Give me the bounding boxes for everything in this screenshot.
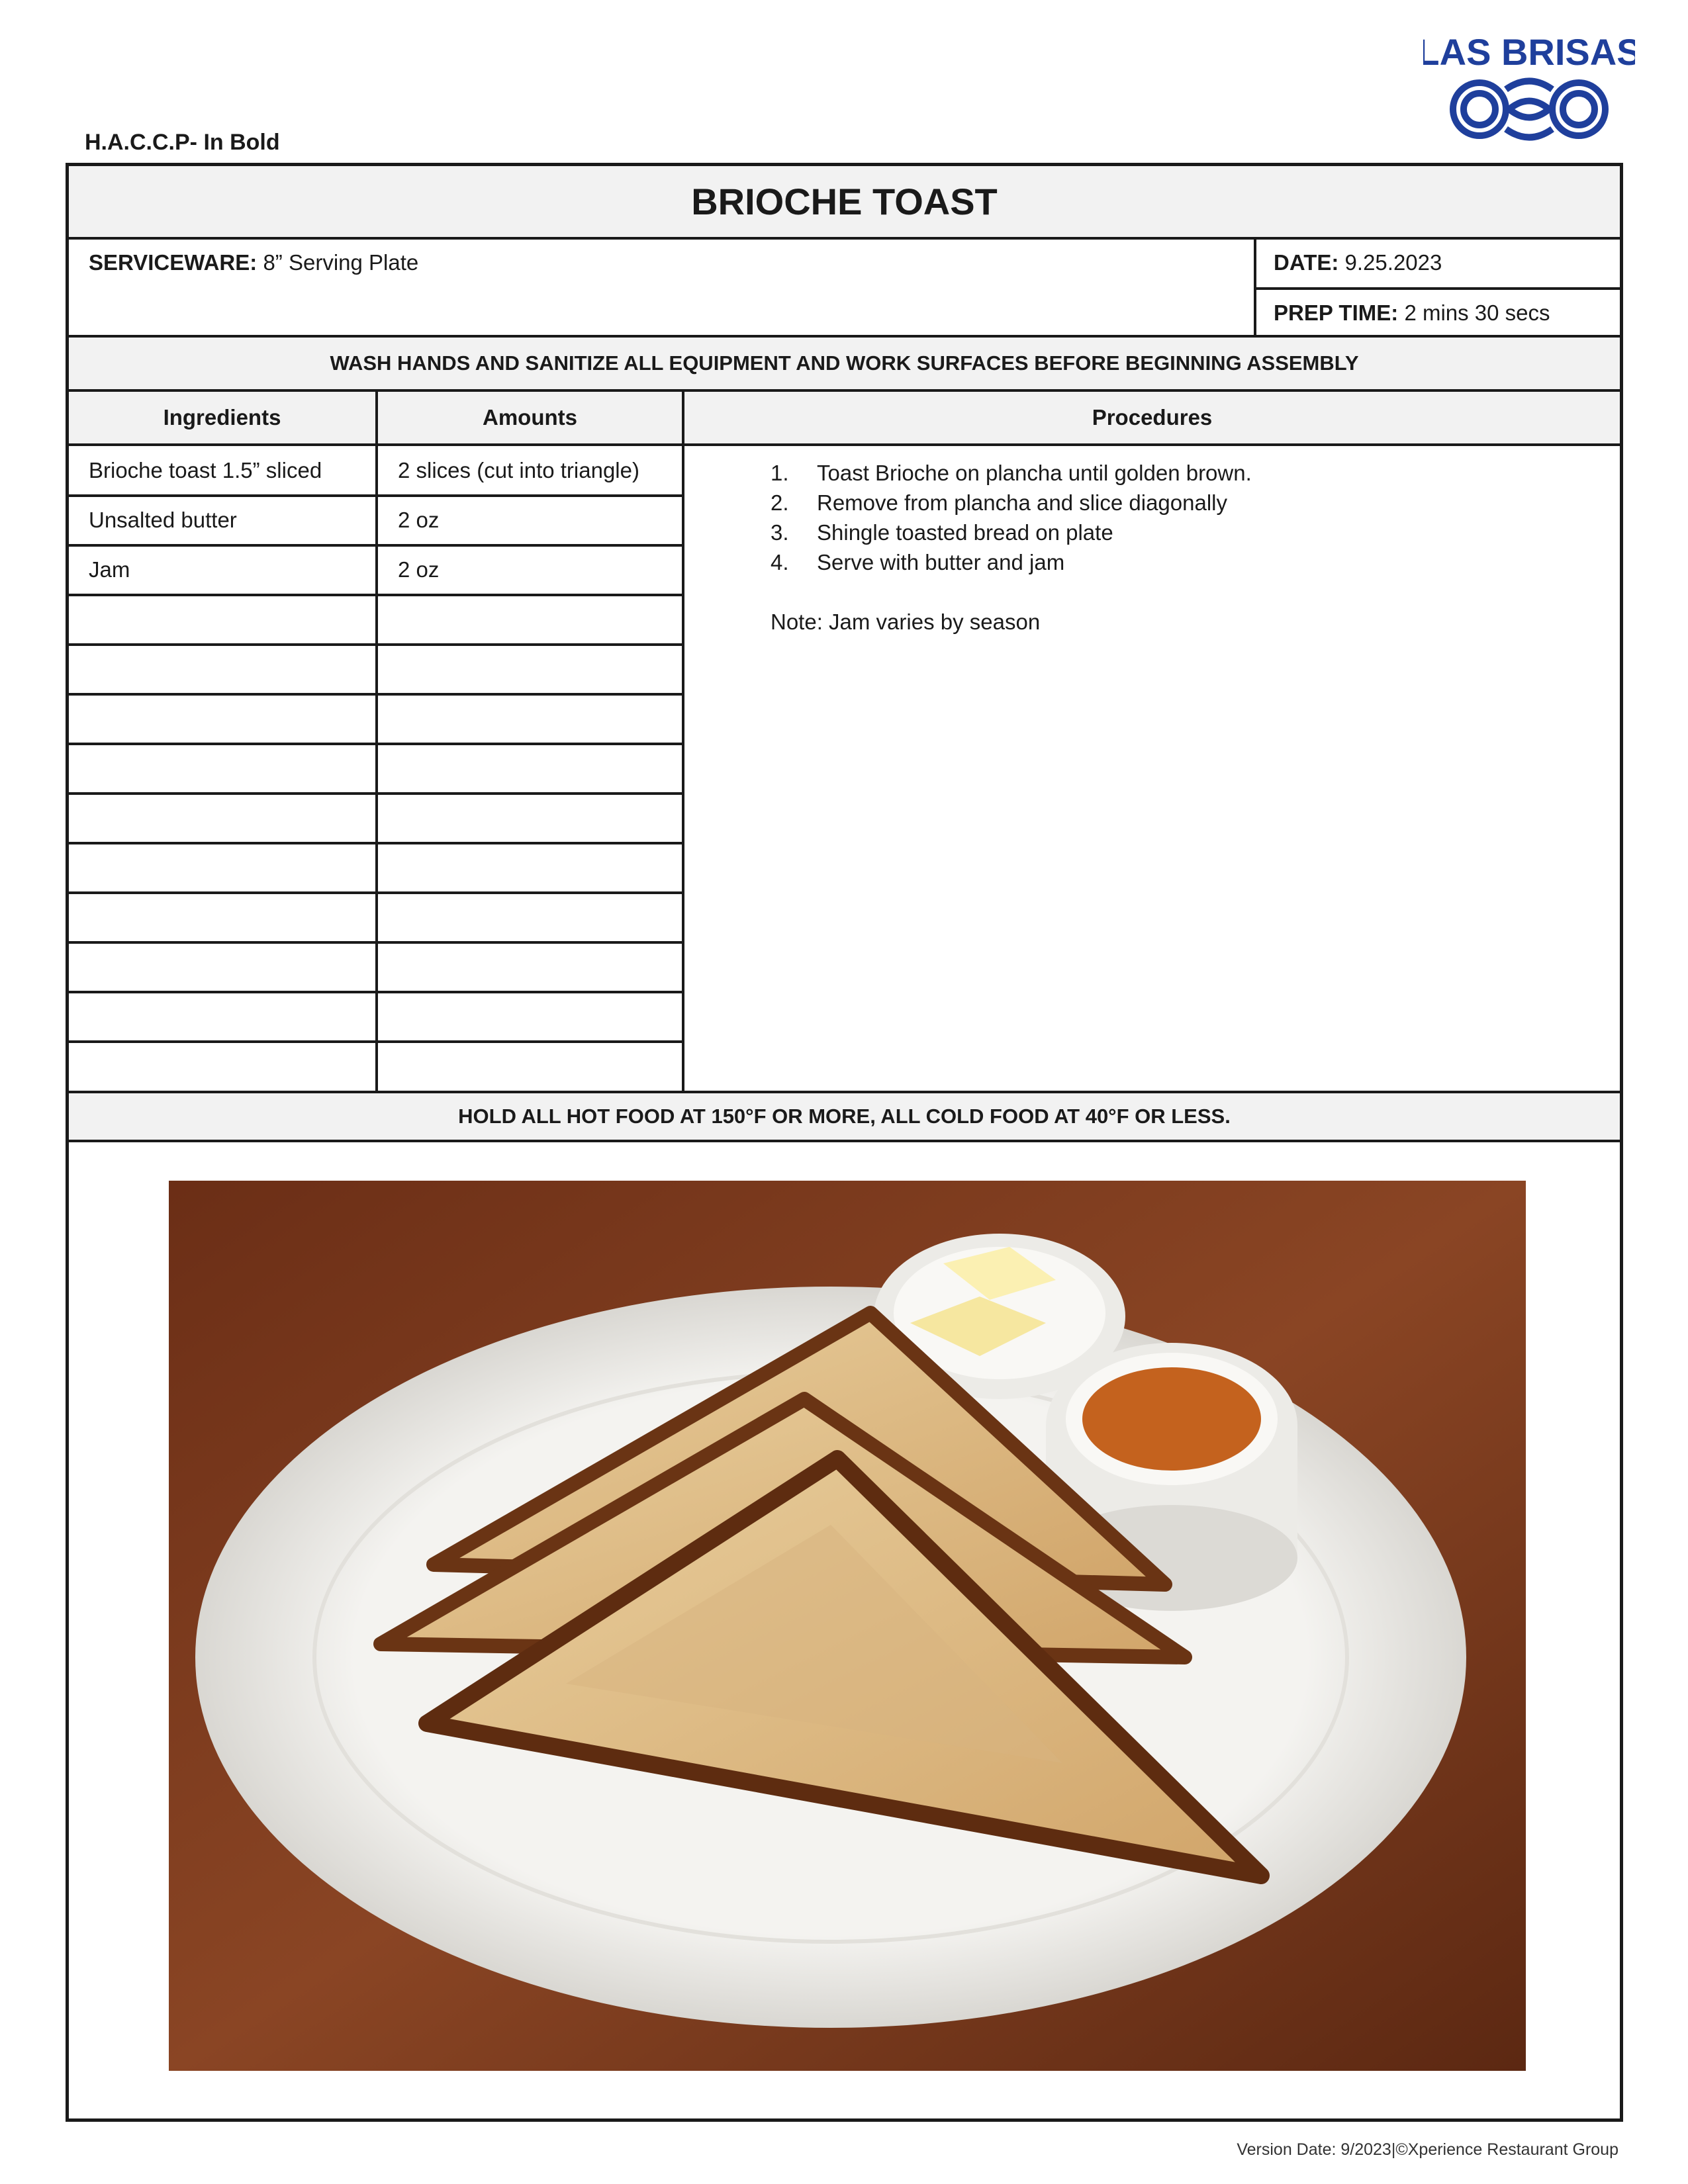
step-text: Remove from plancha and slice diagonally [817,490,1228,515]
haccp-note: H.A.C.C.P- In Bold [85,130,280,155]
procedure-step [771,547,1252,577]
column-headers [69,392,1620,446]
ingredient-name: Brioche toast 1.5” sliced [89,458,322,482]
divider [69,693,682,696]
recipe-title: BRIOCHE TOAST [69,166,1620,240]
version-footer: Version Date: 9/2023|©Xperience Restaurant Group [1237,2140,1618,2159]
divider [69,643,682,646]
ingredient-amount: 2 slices (cut into triangle) [398,458,639,482]
step-text: Shingle toasted bread on plate [817,520,1113,545]
ingredient-amount: 2 oz [398,557,440,582]
divider [69,842,682,844]
las-brisas-logo [1423,26,1635,146]
date-label: DATE: [1274,250,1339,275]
prep-time-label: PREP TIME: [1274,300,1399,325]
prep-time [1274,300,1550,326]
procedures-header: Procedures [1092,405,1213,430]
divider [682,392,684,1091]
ingredient-amount: 2 oz [398,508,440,532]
procedure-step [771,458,1252,488]
logo-wordmark: LAS BRISAS [1423,31,1635,73]
divider [69,743,682,745]
procedure-note: Note: Jam varies by season [771,610,1041,634]
serviceware-label: SERVICEWARE: [89,250,258,275]
divider [69,1040,682,1043]
hold-notice: HOLD ALL HOT FOOD AT 150°F OR MORE, ALL COLD FOOD AT 40°F OR LESS. [69,1091,1620,1142]
ingredient-name: Jam [89,557,130,582]
wash-notice: WASH HANDS AND SANITIZE ALL EQUIPMENT AND WORK SURFACES BEFORE BEGINNING ASSEMBLY [69,338,1620,392]
step-number: 2. [771,490,789,515]
amounts-header: Amounts [483,405,577,430]
divider [69,941,682,944]
divider [69,891,682,894]
divider [69,991,682,993]
dish-photo [169,1181,1526,2071]
step-text: Toast Brioche on plancha until golden brown. [817,461,1252,485]
step-number: 1. [771,461,789,485]
recipe-card [66,163,1623,2122]
step-number: 4. [771,550,789,574]
date [1274,250,1442,275]
step-number: 3. [771,520,789,545]
date-value: 9.25.2023 [1344,250,1442,275]
jam [1082,1367,1261,1471]
prep-time-value: 2 mins 30 secs [1404,300,1550,325]
ingredients-header: Ingredients [163,405,281,430]
divider [69,792,682,795]
step-text: Serve with butter and jam [817,550,1065,574]
divider [69,544,682,547]
divider [69,494,682,497]
ingredient-name: Unsalted butter [89,508,237,532]
divider [69,594,682,596]
procedure-step [771,488,1252,518]
procedure-step [771,518,1252,547]
serviceware-value: 8” Serving Plate [263,250,419,275]
procedures-list [771,458,1252,637]
